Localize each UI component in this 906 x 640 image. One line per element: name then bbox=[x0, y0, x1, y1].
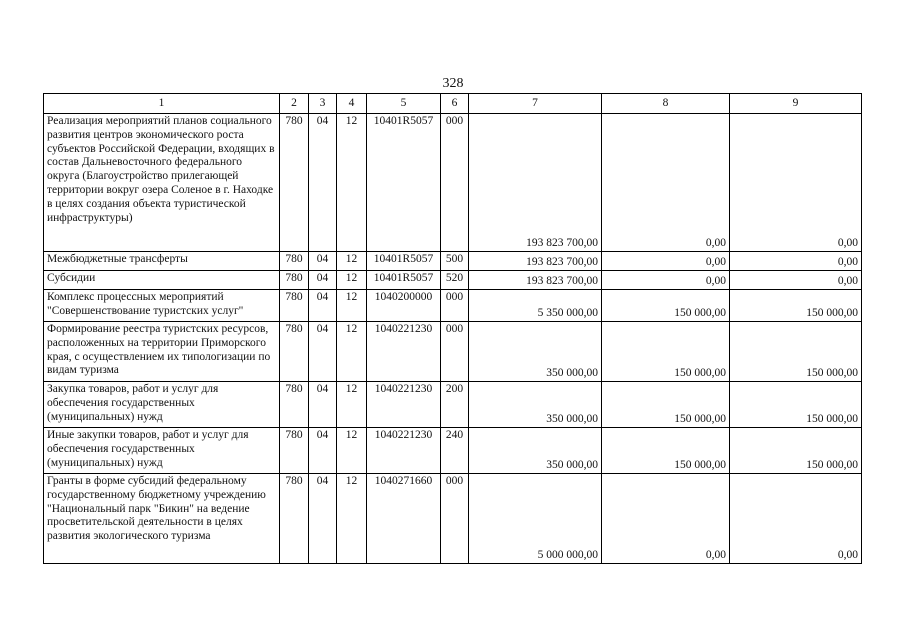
expense-type-code: 240 bbox=[441, 428, 469, 474]
expense-type-code: 200 bbox=[441, 382, 469, 428]
header-cell: 8 bbox=[602, 94, 730, 114]
ministry-code: 780 bbox=[280, 252, 309, 271]
subsection-code: 12 bbox=[337, 382, 367, 428]
section-code: 04 bbox=[309, 382, 337, 428]
target-article-code: 1040221230 bbox=[367, 322, 441, 382]
amount-col8: 0,00 bbox=[602, 252, 730, 271]
subsection-code: 12 bbox=[337, 322, 367, 382]
target-article-code: 10401R5057 bbox=[367, 271, 441, 290]
section-code: 04 bbox=[309, 474, 337, 564]
target-article-code: 10401R5057 bbox=[367, 114, 441, 252]
section-code: 04 bbox=[309, 290, 337, 322]
table-row bbox=[44, 252, 862, 271]
ministry-code: 780 bbox=[280, 474, 309, 564]
table-row bbox=[44, 428, 862, 474]
header-row bbox=[44, 94, 862, 114]
section-code: 04 bbox=[309, 428, 337, 474]
header-cell: 7 bbox=[469, 94, 602, 114]
amount-col8: 0,00 bbox=[602, 474, 730, 564]
amount-col7: 350 000,00 bbox=[469, 382, 602, 428]
target-article-code: 1040221230 bbox=[367, 428, 441, 474]
subsection-code: 12 bbox=[337, 114, 367, 252]
subsection-code: 12 bbox=[337, 271, 367, 290]
amount-col7: 193 823 700,00 bbox=[469, 114, 602, 252]
target-article-code: 10401R5057 bbox=[367, 252, 441, 271]
row-name: Гранты в форме субсидий федеральному государственному бюджетному учреждению "Национальный парк "Бикин" на ведение просветительской деятельности в целях развития экологического туризма bbox=[44, 474, 280, 564]
row-name: Субсидии bbox=[44, 271, 280, 290]
amount-col7: 350 000,00 bbox=[469, 428, 602, 474]
header-cell: 5 bbox=[367, 94, 441, 114]
amount-col8: 0,00 bbox=[602, 114, 730, 252]
table-row bbox=[44, 474, 862, 564]
amount-col8: 0,00 bbox=[602, 271, 730, 290]
target-article-code: 1040221230 bbox=[367, 382, 441, 428]
expense-type-code: 000 bbox=[441, 474, 469, 564]
section-code: 04 bbox=[309, 322, 337, 382]
amount-col9: 0,00 bbox=[730, 271, 862, 290]
section-code: 04 bbox=[309, 271, 337, 290]
subsection-code: 12 bbox=[337, 252, 367, 271]
ministry-code: 780 bbox=[280, 271, 309, 290]
subsection-code: 12 bbox=[337, 474, 367, 564]
expense-type-code: 000 bbox=[441, 322, 469, 382]
section-code: 04 bbox=[309, 252, 337, 271]
amount-col8: 150 000,00 bbox=[602, 428, 730, 474]
table-row bbox=[44, 290, 862, 322]
page-number: 328 bbox=[442, 76, 464, 91]
section-code: 04 bbox=[309, 114, 337, 252]
ministry-code: 780 bbox=[280, 322, 309, 382]
header-cell: 3 bbox=[309, 94, 337, 114]
header-cell: 9 bbox=[730, 94, 862, 114]
amount-col7: 193 823 700,00 bbox=[469, 271, 602, 290]
amount-col7: 193 823 700,00 bbox=[469, 252, 602, 271]
budget-table bbox=[43, 93, 862, 564]
ministry-code: 780 bbox=[280, 114, 309, 252]
amount-col9: 0,00 bbox=[730, 252, 862, 271]
table-row bbox=[44, 322, 862, 382]
amount-col9: 150 000,00 bbox=[730, 322, 862, 382]
amount-col9: 150 000,00 bbox=[730, 428, 862, 474]
amount-col9: 150 000,00 bbox=[730, 290, 862, 322]
table-row bbox=[44, 382, 862, 428]
row-name: Формирование реестра туристских ресурсов, расположенных на территории Приморского края, с осуществлением их типологизации по видам туризма bbox=[44, 322, 280, 382]
ministry-code: 780 bbox=[280, 290, 309, 322]
amount-col8: 150 000,00 bbox=[602, 382, 730, 428]
amount-col7: 350 000,00 bbox=[469, 322, 602, 382]
amount-col9: 150 000,00 bbox=[730, 382, 862, 428]
amount-col7: 5 000 000,00 bbox=[469, 474, 602, 564]
expense-type-code: 500 bbox=[441, 252, 469, 271]
table-row bbox=[44, 271, 862, 290]
row-name: Реализация мероприятий планов социального развития центров экономического роста субъектов Российской Федерации, входящих в состав Дальневосточного федерального округа (Благоустройство прилегающей территории вокруг озера Соленое в г. Находке в целях создания объекта туристической инфраструктуры) bbox=[44, 114, 280, 252]
header-cell: 4 bbox=[337, 94, 367, 114]
header-cell: 6 bbox=[441, 94, 469, 114]
row-name: Закупка товаров, работ и услуг для обеспечения государственных (муниципальных) нужд bbox=[44, 382, 280, 428]
expense-type-code: 000 bbox=[441, 290, 469, 322]
amount-col8: 150 000,00 bbox=[602, 290, 730, 322]
row-name: Межбюджетные трансферты bbox=[44, 252, 280, 271]
row-name: Иные закупки товаров, работ и услуг для обеспечения государственных (муниципальных) нужд bbox=[44, 428, 280, 474]
subsection-code: 12 bbox=[337, 290, 367, 322]
expense-type-code: 520 bbox=[441, 271, 469, 290]
amount-col9: 0,00 bbox=[730, 474, 862, 564]
header-cell: 1 bbox=[44, 94, 280, 114]
table-row bbox=[44, 114, 862, 252]
ministry-code: 780 bbox=[280, 382, 309, 428]
row-name: Комплекс процессных мероприятий "Совершенствование туристских услуг" bbox=[44, 290, 280, 322]
target-article-code: 1040200000 bbox=[367, 290, 441, 322]
ministry-code: 780 bbox=[280, 428, 309, 474]
header-cell: 2 bbox=[280, 94, 309, 114]
amount-col8: 150 000,00 bbox=[602, 322, 730, 382]
amount-col9: 0,00 bbox=[730, 114, 862, 252]
amount-col7: 5 350 000,00 bbox=[469, 290, 602, 322]
subsection-code: 12 bbox=[337, 428, 367, 474]
expense-type-code: 000 bbox=[441, 114, 469, 252]
target-article-code: 1040271660 bbox=[367, 474, 441, 564]
